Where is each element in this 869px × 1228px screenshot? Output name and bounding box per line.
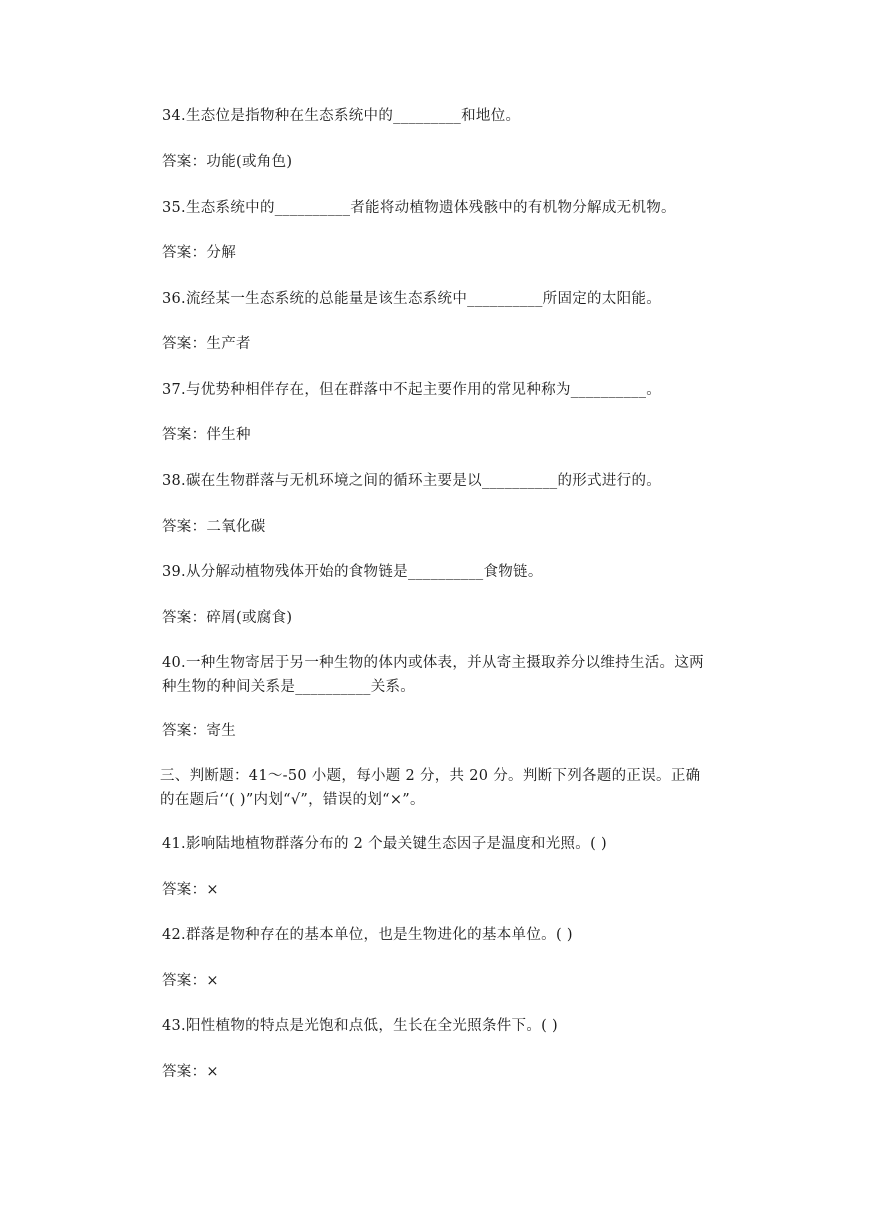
answer-42: 答案：×: [162, 973, 219, 989]
answer-38: 答案：二氧化碳: [162, 519, 266, 535]
answer-39: 答案：碎屑(或腐食): [162, 610, 293, 626]
answer-40: 答案：寄生: [162, 723, 236, 739]
question-38: 38.碳在生物群落与无机环境之间的循环主要是以__________的形式进行的。: [162, 473, 662, 489]
question-40: 40.一种生物寄居于另一种生物的体内或体表，并从寄主摄取养分以维持生活。这两种生物的种间关系是__________关系。: [162, 655, 704, 695]
question-34: 34.生态位是指物种在生态系统中的_________和地位。: [162, 108, 521, 124]
answer-34: 答案：功能(或角色): [162, 154, 293, 170]
question-37: 37.与优势种相伴存在，但在群落中不起主要作用的常见种称为__________。: [162, 382, 662, 398]
question-42: 42.群落是物种存在的基本单位，也是生物进化的基本单位。( ): [162, 927, 573, 943]
answer-41: 答案：×: [162, 882, 219, 898]
answer-35: 答案：分解: [162, 245, 236, 261]
answer-37: 答案：伴生种: [162, 427, 251, 443]
question-41: 41.影响陆地植物群落分布的 2 个最关键生态因子是温度和光照。( ): [162, 836, 607, 852]
answer-43: 答案：×: [162, 1064, 219, 1080]
question-36: 36.流经某一生态系统的总能量是该生态系统中__________所固定的太阳能。: [162, 291, 662, 307]
section-heading-judgment: 三、判断题：41～-50 小题，每小题 2 分，共 20 分。判断下列各题的正误。正确的在题后‘‘( )”内划“√”，错误的划“×”。: [160, 768, 701, 808]
question-43: 43.阳性植物的特点是光饱和点低，生长在全光照条件下。( ): [162, 1018, 558, 1034]
question-35: 35.生态系统中的__________者能将动植物遗体残骸中的有机物分解成无机物。: [162, 200, 676, 216]
answer-36: 答案：生产者: [162, 336, 251, 352]
question-39: 39.从分解动植物残体开始的食物链是__________食物链。: [162, 564, 543, 580]
